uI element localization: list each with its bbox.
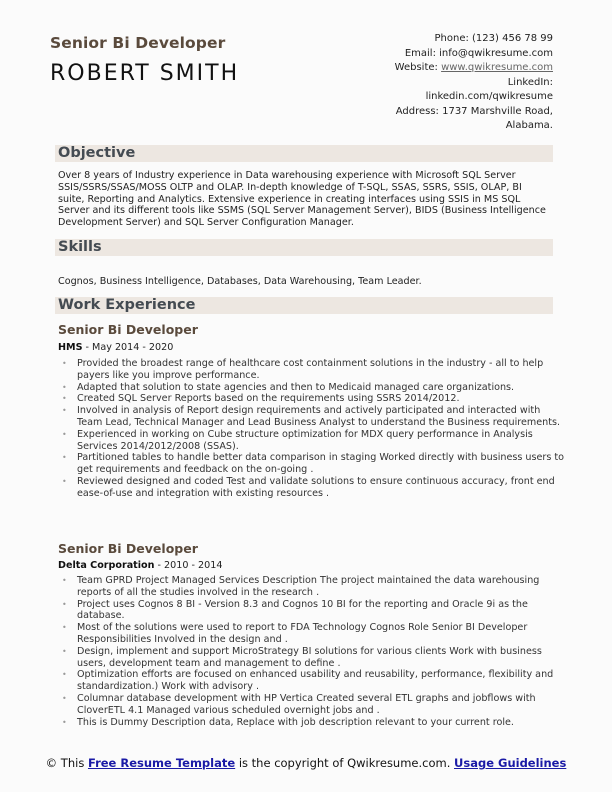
job-title: Senior Bi Developer [50,34,226,52]
list-item: • Reviewed designed and coded Test and validate solutions to ensure continuous accuracy, front end ease-of-use and integration with existing resources . [77,476,567,500]
list-item: • Optimization efforts are focused on enhanced usability and reusability, performance, flexibility and standardization.) Work with advisory . [77,669,567,693]
list-item: • Provided the broadest range of healthcare cost containment solutions in the industry - all to help payers like you improve performance. [77,358,567,382]
list-item: • Most of the solutions were used to report to FDA Technology Cognos Role Senior BI Developer Responsibilities Involved in the design and . [77,622,567,646]
phone: Phone: (123) 456 78 99 [434,33,553,44]
job-role: Senior Bi Developer [58,541,198,556]
linkedin-label: LinkedIn: [507,76,553,88]
contact-block [333,32,553,134]
objective-heading: Objective [58,145,136,161]
list-item: • Partitioned tables to handle better data comparison in staging Worked directly with business users to get requirements and feedback on the on-going . [77,452,567,476]
resume-page [50,0,565,728]
list-item: • Involved in analysis of Report design requirements and actively participated and interacted with Team Lead, Technical Manager and Lead Business Analyst to understand the Business requirements. [77,405,567,429]
list-item: • Adapted that solution to state agencies and then to Medicaid managed care organizations. [77,382,567,394]
footer-prefix: © This [45,756,88,770]
company-name: HMS [58,342,83,353]
job-company-line [58,560,222,571]
usage-guidelines-link[interactable]: Usage Guidelines [454,756,567,770]
linkedin-value: linkedin.com/qwikresume [425,91,553,102]
list-item: • Team GPRD Project Managed Services Description The project maintained the data warehousing reports of all the studies involved in the research . [77,575,567,599]
job-bullets [58,358,567,500]
list-item: • Created SQL Server Reports based on the requirements using SSRS 2014/2012. [77,393,567,405]
job-dates: - May 2014 - 2020 [82,342,174,353]
list-item: • Design, implement and support MicroStrategy BI solutions for various clients Work with business users, development team and management to define . [77,646,567,670]
job-company-line [58,342,173,353]
candidate-name: ROBERT SMITH [50,61,240,86]
copyright-footer [0,756,612,770]
address-line-1: Address: 1737 Marshville Road, [395,105,553,117]
footer-middle: is the copyright of Qwikresume.com. [235,756,455,770]
list-item: • Columnar database development with HP Vertica Created several ETL graphs and jobflows with CloverETL 4.1 Managed various scheduled overnight jobs and . [77,693,567,717]
website-label: Website: [394,62,442,73]
work-heading: Work Experience [58,297,196,313]
free-resume-template-link[interactable]: Free Resume Template [87,756,236,770]
skills-section-bar [55,239,553,256]
address-line-2: Alabama. [505,120,553,131]
website [333,61,553,76]
resume-header [50,0,553,135]
list-item: • Experienced in working on Cube structure optimization for MDX query performance in Analysis Services 2014/2012/2008 (SSAS). [77,429,567,453]
job-role: Senior Bi Developer [58,322,198,337]
skills-heading: Skills [58,239,102,255]
skills-text: Cognos, Business Intelligence, Databases, Data Warehousing, Team Leader. [58,276,422,287]
objective-text: Over 8 years of Industry experience in Data warehousing experience with Microsoft SQL Server SSIS/SSRS/SSAS/MOSS OLTP and OLAP. In-depth knowledge of T-SQL, SSAS, SSRS, SSIS, OLAP, BI suite, Reporting and Analytics. Extensive experience in creating interfaces using SSIS in MS SQL Server and its different tools like SSMS (SQL Server Management Server), BIDS (Business Intelligence Development Server) and SQL Server Configuration Manager. [58,170,546,229]
website-link[interactable]: www.qwikresume.com [441,62,553,73]
company-name: Delta Corporation [58,560,155,571]
job-dates: - 2010 - 2014 [154,560,223,571]
list-item: • This is Dummy Description data, Replace with job description relevant to your current role. [77,717,567,729]
job-bullets [58,575,567,728]
email: Email: info@qwikresume.com [404,47,553,59]
list-item: • Project uses Cognos 8 BI - Version 8.3 and Cognos 10 BI for the reporting and Oracle 9i as the database. [77,599,567,623]
